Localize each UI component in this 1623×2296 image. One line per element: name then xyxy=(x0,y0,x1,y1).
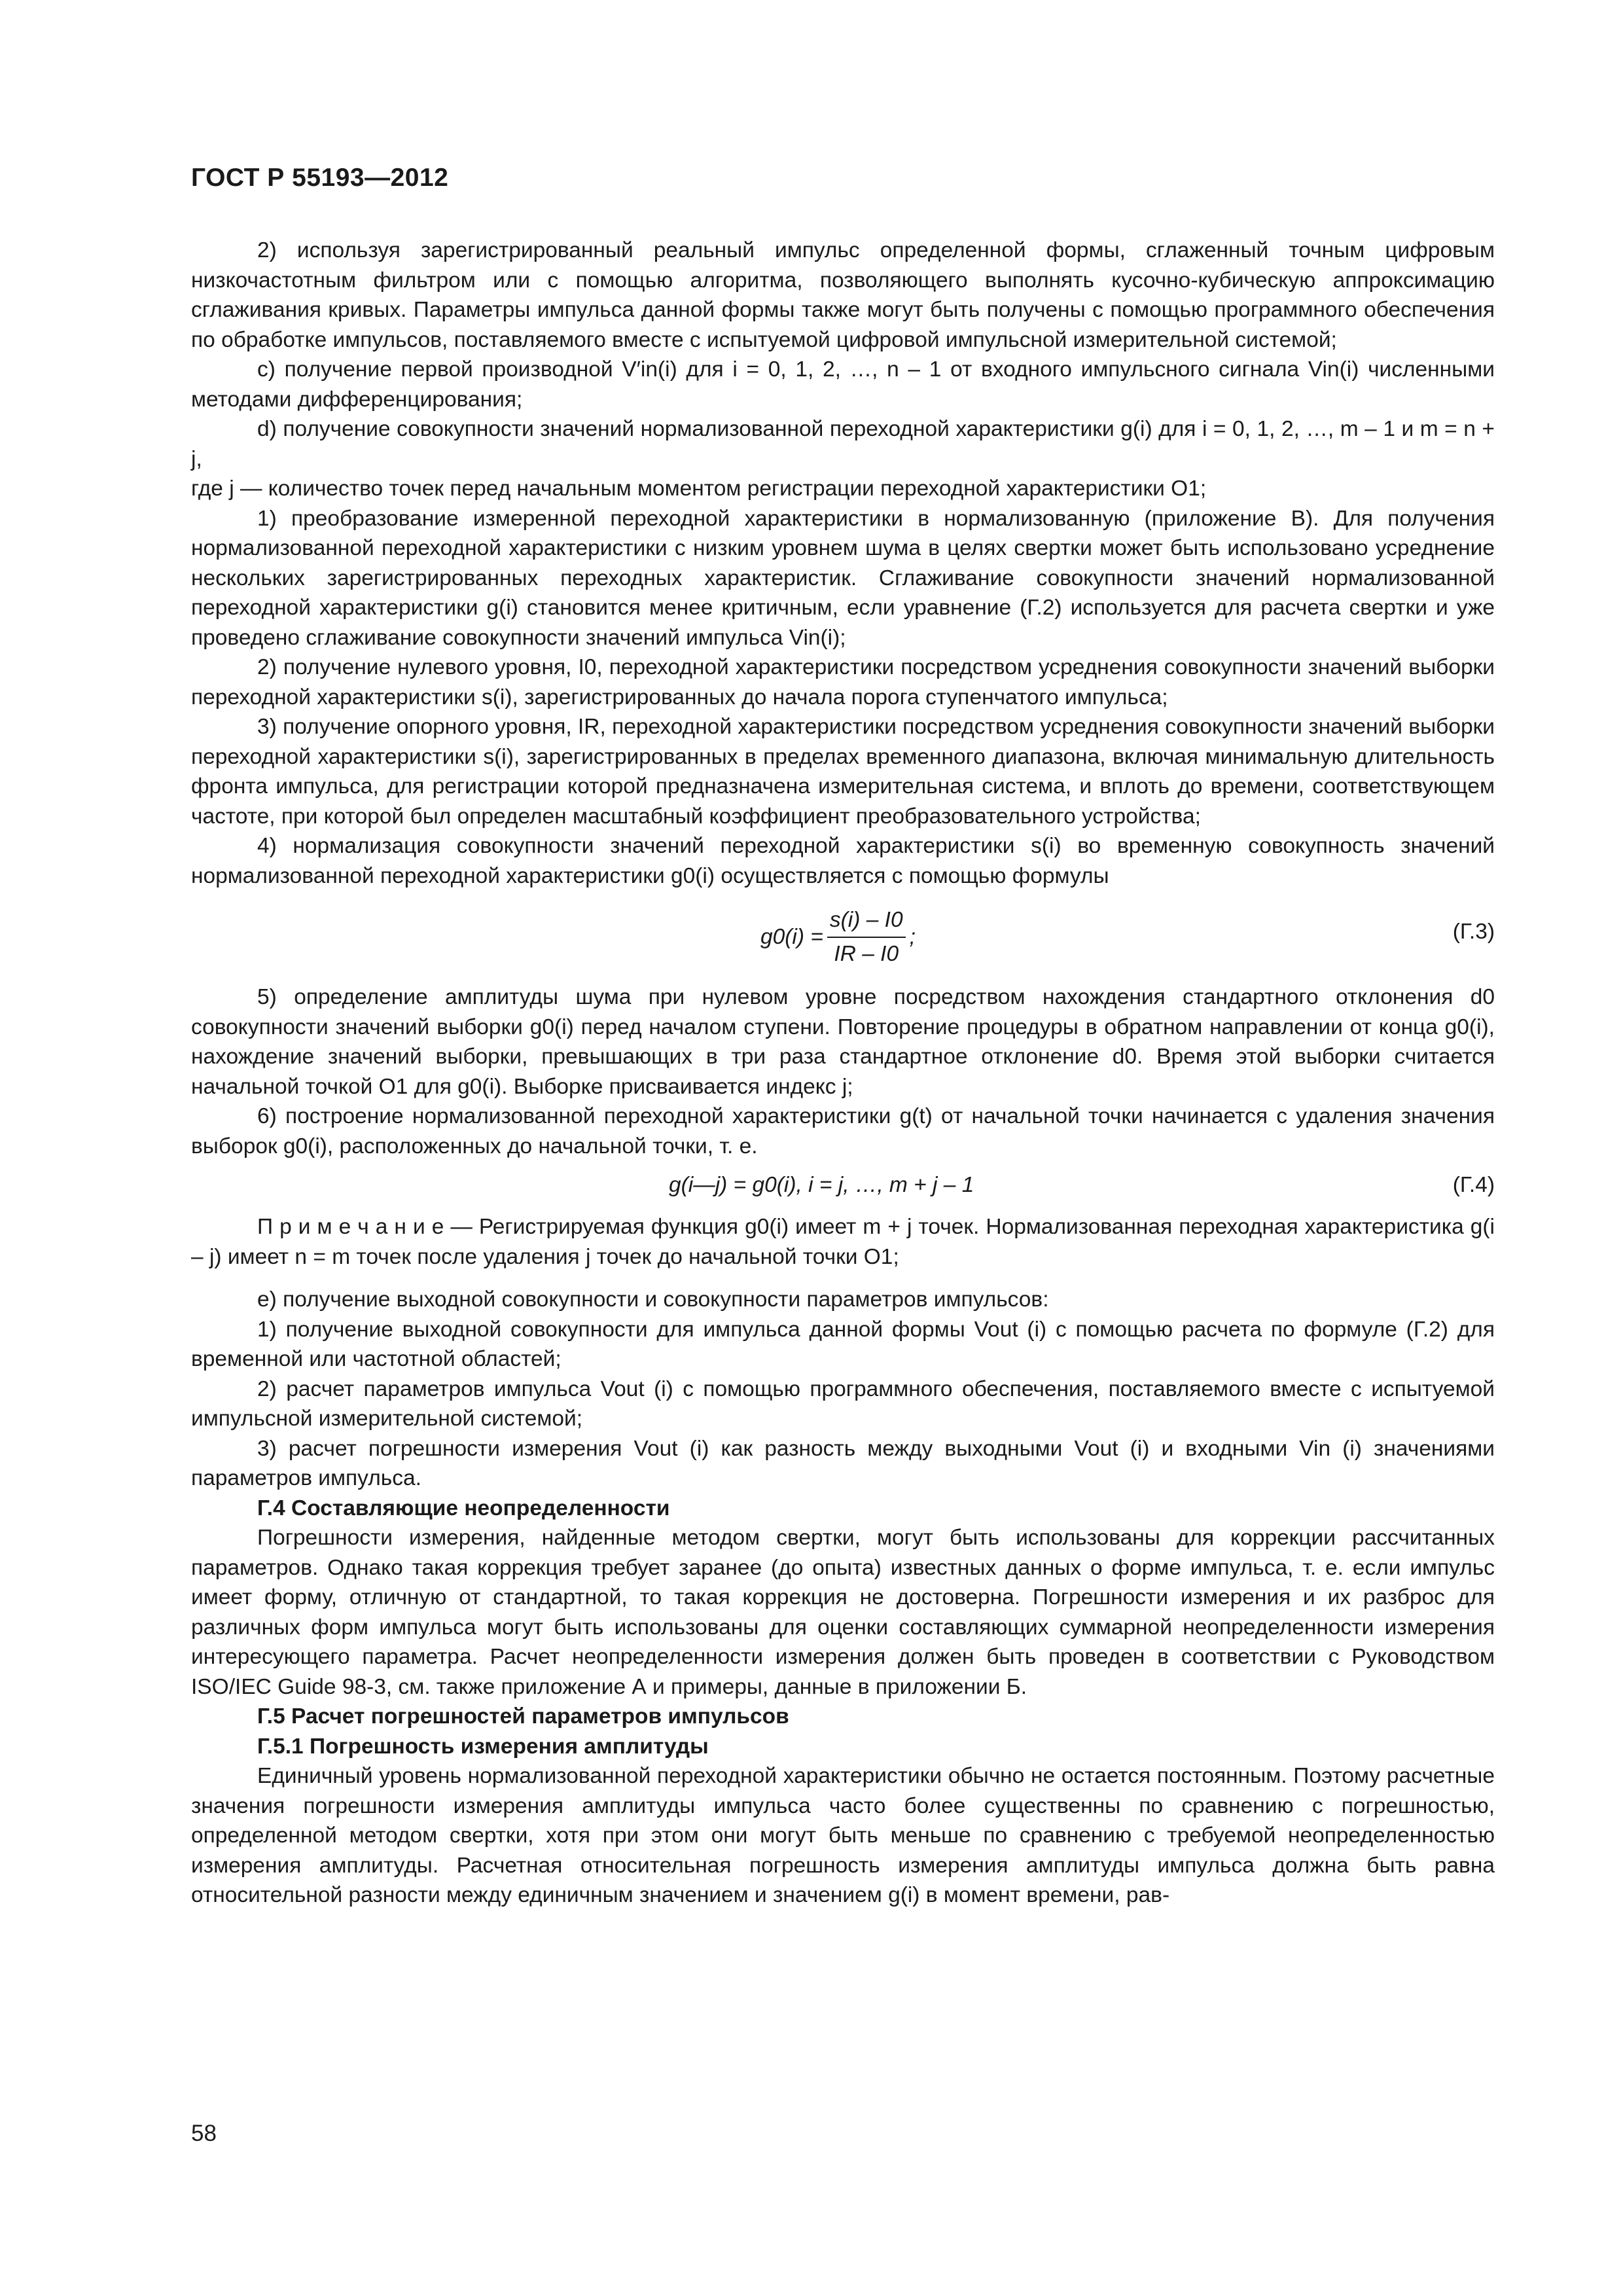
paragraph: где j — количество точек перед начальным моментом регистрации переходной характеристики O1; xyxy=(191,476,1207,501)
paragraph: 3) получение опорного уровня, IR, переходной характеристики посредством усреднения совокупности значений выборки переходной характеристики s(i), зарегистрированных в пределах временного диапазона, включая минимальную длительность фронта импульса, для регистрации которой предназначена измерительная система, и вплоть до времени, соответствующем частоте, при которой был определен масштабный коэффициент преобразовательного устройства; xyxy=(191,715,1495,829)
section-heading: Г.4 Составляющие неопределенности xyxy=(257,1496,670,1520)
paragraph: 3) расчет погрешности измерения Vout (i) как разность между выходными Vout (i) и входными Vin (i) значениями параметров импульса. xyxy=(191,1436,1495,1490)
formula-g4 xyxy=(191,1165,1495,1206)
formula-expression xyxy=(760,905,916,969)
formula-number: (Г.4) xyxy=(1452,1173,1495,1197)
paragraph: 2) используя зарегистрированный реальный импульс определенной формы, сглаженный точным цифровым низкочастотным фильтром или с помощью алгоритма, позволяющего выполнять кусочно-кубическую аппроксимацию сглаживания кривых. Параметры импульса данной формы также могут быть получены с помощью программного обеспечения по обработке импульсов, поставляемого вместе с испытуемой цифровой импульсной измерительной системой; xyxy=(191,238,1495,352)
section-heading: Г.5 Расчет погрешностей параметров импульсов xyxy=(257,1704,789,1729)
paragraph: Единичный уровень нормализованной переходной характеристики обычно не остается постоянным. Поэтому расчетные значения погрешности измерения амплитуды импульса часто более существенны по сравнению с погрешностью, определенной методом свертки, хотя при этом они могут быть меньше по сравнению с требуемой неопределенностью измерения амплитуды. Расчетная относительная погрешность измерения амплитуды импульса должна быть равна относительной разности между единичным значением и значением g(i) в момент времени, рав- xyxy=(191,1764,1495,1907)
formula-fraction xyxy=(827,905,906,969)
paragraph: d) получение совокупности значений нормализованной переходной характеристики g(i) для i = 0, 1, 2, …, m – 1 и m = n + j, xyxy=(191,417,1495,471)
paragraph: c) получение первой производной V′in(i) для i = 0, 1, 2, …, n – 1 от входного импульсного сигнала Vin(i) численными методами дифференцирования; xyxy=(191,357,1495,412)
subsection-heading: Г.5.1 Погрешность измерения амплитуды xyxy=(257,1734,709,1759)
paragraph: Погрешности измерения, найденные методом свертки, могут быть использованы для коррекции рассчитанных параметров. Однако такая коррекция требует заранее (до опыта) известных данных о форме импульса, т. е. если импульс имеет форму, отличную от стандартной, то такая коррекция не достоверна. Погрешности измерения и их разброс для различных форм импульса могут быть использованы для оценки составляющих суммарной неопределенности измерения интересующего параметра. Расчет неопределенности измерения должен быть проведен в соответствии с Руководством ISO/IEC Guide 98-3, см. также приложение А и примеры, данные в приложении Б. xyxy=(191,1526,1495,1699)
document-header: ГОСТ Р 55193—2012 xyxy=(191,164,449,192)
note: П р и м е ч а н и е — Регистрируемая функция g0(i) имеет m + j точек. Нормализованная переходная характеристика g(i – j) имеет n = m точек после удаления j точек до начальной точки O1; xyxy=(191,1215,1495,1269)
formula-expression: g(i—j) = g0(i), i = j, …, m + j – 1 xyxy=(669,1173,974,1197)
paragraph: 2) расчет параметров импульса Vout (i) с помощью программного обеспечения, поставляемого вместе с испытуемой импульсной измерительной системой; xyxy=(191,1376,1495,1431)
formula-tail: ; xyxy=(909,924,916,949)
paragraph: 5) определение амплитуды шума при нулевом уровне посредством нахождения стандартного отклонения d0 совокупности значений выборки g0(i) перед началом ступени. Повторение процедуры в обратном направлении от конца g0(i), нахождение значений выборки, превышающих в три раза стандартное отклонение d0. Время этой выборки считается начальной точкой O1 для g0(i). Выборке присваивается индекс j; xyxy=(191,985,1495,1099)
formula-denominator: IR – I0 xyxy=(834,941,899,966)
paragraph: 1) получение выходной совокупности для импульса данной формы Vout (i) с помощью расчета по формуле (Г.2) для временной или частотной областей; xyxy=(191,1317,1495,1371)
formula-number: (Г.3) xyxy=(1452,920,1495,944)
paragraph: e) получение выходной совокупности и совокупности параметров импульсов: xyxy=(257,1287,1049,1312)
paragraph: 6) построение нормализованной переходной характеристики g(t) от начальной точки начинается с удаления значения выборок g0(i), расположенных до начальной точки, т. е. xyxy=(191,1104,1495,1158)
paragraph: 2) получение нулевого уровня, I0, переходной характеристики посредством усреднения совокупности значений выборки переходной характеристики s(i), зарегистрированных до начала порога ступенчатого импульса; xyxy=(191,655,1495,709)
page-number: 58 xyxy=(191,2121,217,2146)
formula-numerator: s(i) – I0 xyxy=(827,905,906,938)
document-body xyxy=(191,236,1495,1910)
paragraph: 1) преобразование измеренной переходной характеристики в нормализованную (приложение В). Для получения нормализованной переходной характеристики с низким уровнем шума в целях свертки может быть использовано усреднение нескольких зарегистрированных переходных характеристик. Сглаживание совокупности значений нормализованной переходной характеристики g(i) становится менее критичным, если уравнение (Г.2) используется для расчета свертки и уже проведено сглаживание совокупности значений импульса Vin(i); xyxy=(191,506,1495,650)
formula-lhs: g0(i) = xyxy=(760,924,823,949)
formula-g3 xyxy=(191,900,1495,968)
paragraph: 4) нормализация совокупности значений переходной характеристики s(i) во временную совокупность значений нормализованной переходной характеристики g0(i) осуществляется с помощью формулы xyxy=(191,834,1495,888)
